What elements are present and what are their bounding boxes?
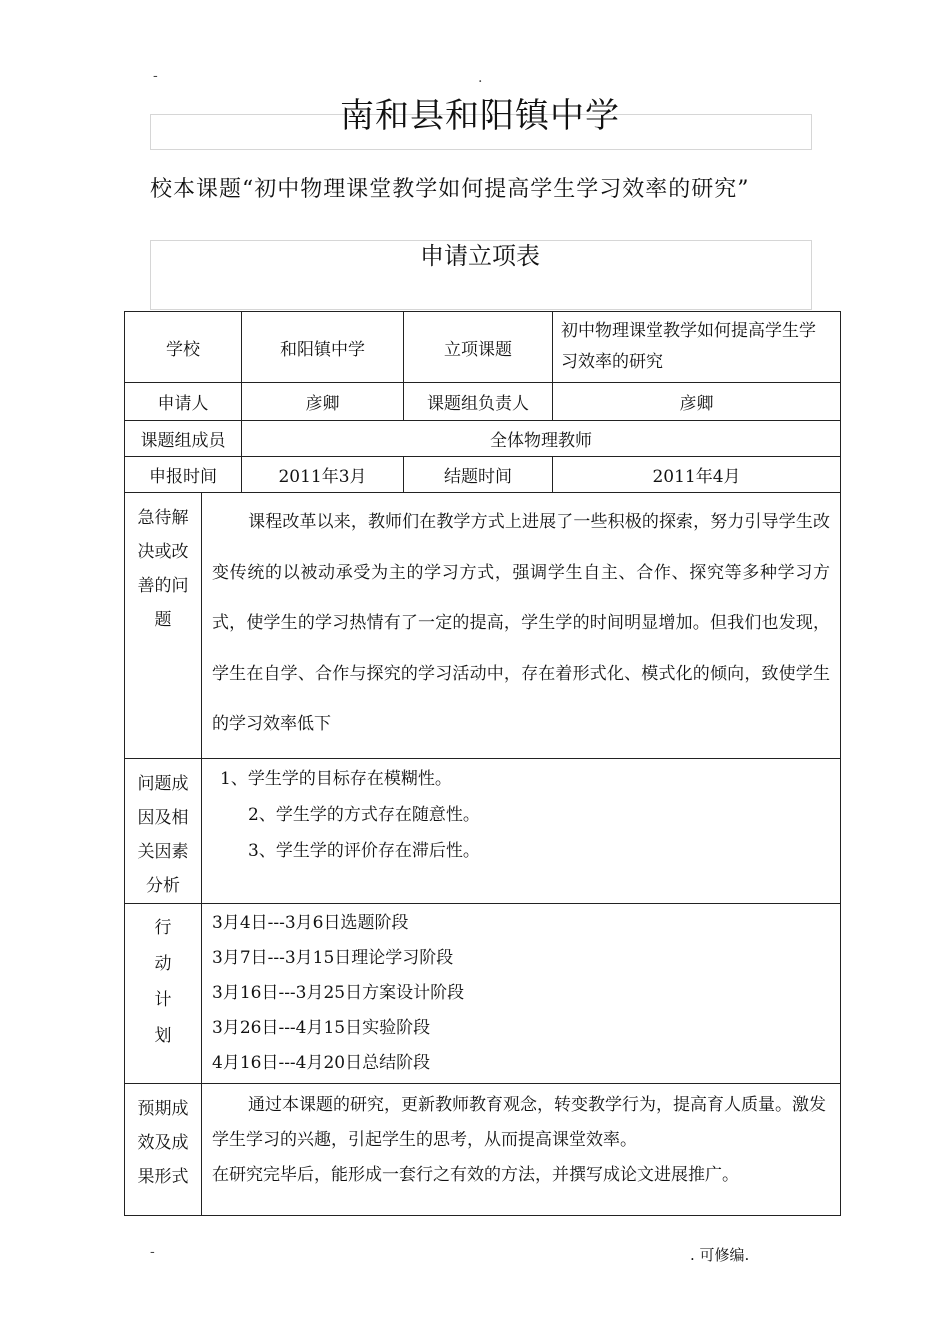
cause-cell	[202, 758, 841, 903]
outcome-text-1: 通过本课题的研究，更新教师教育观念，转变教学行为，提高育人质量。激发学生学习的兴趣，引起学生的思考，从而提高课堂效率。	[212, 1094, 826, 1150]
table-row	[125, 312, 841, 383]
apply-time-value: 2011年3月	[242, 457, 404, 493]
members-label: 课题组成员	[125, 421, 242, 457]
school-label: 学校	[125, 312, 242, 383]
plan-label-char: 动	[154, 953, 172, 974]
leader-label: 课题组负责人	[404, 383, 553, 421]
plan-item: 3月16日---3月25日方案设计阶段	[212, 982, 465, 1003]
cause-label: 问题成因及相关因素分析	[125, 758, 202, 903]
plan-label-char: 划	[154, 1025, 172, 1046]
table-row	[125, 421, 841, 457]
problem-text: 课程改革以来，教师们在教学方式上进展了一些积极的探索，努力引导学生改变传统的以被动承受为主的学习方式，强调学生自主、合作、探究等多种学习方式，使学生的学习热情有了一定的提高，学生学的时间明显增加。但我们也发现，学生在自学、合作与探究的学习活动中，存在着形式化、模式化的倾向，致使学生的学习效率低下	[212, 512, 830, 734]
header-center-mark: .	[478, 70, 483, 86]
footer-left-mark: -	[150, 1244, 155, 1260]
application-table	[124, 311, 841, 1216]
topic-value: 初中物理课堂教学如何提高学生学习效率的研究	[553, 312, 841, 383]
plan-cell	[202, 903, 841, 1083]
applicant-value: 彦卿	[242, 383, 404, 421]
leader-value: 彦卿	[553, 383, 841, 421]
table-row	[125, 383, 841, 421]
end-time-label: 结题时间	[404, 457, 553, 493]
subject-title: 校本课题“初中物理课堂教学如何提高学生学习效率的研究”	[150, 177, 750, 202]
topic-label: 立项课题	[404, 312, 553, 383]
cause-item-1: 1、学生学的目标存在模糊性。	[220, 768, 452, 789]
school-title: 南和县和阳镇中学	[340, 96, 620, 136]
school-value: 和阳镇中学	[242, 312, 404, 383]
outcome-paragraph-1	[212, 1088, 830, 1158]
plan-item: 3月4日---3月6日选题阶段	[212, 912, 409, 933]
applicant-label: 申请人	[125, 383, 242, 421]
table-row	[125, 1083, 841, 1215]
outcome-paragraph-2: 在研究完毕后，能形成一套行之有效的方法，并撰写成论文进展推广。	[212, 1164, 739, 1185]
members-value: 全体物理教师	[242, 421, 841, 457]
plan-item: 3月7日---3月15日理论学习阶段	[212, 947, 454, 968]
plan-label-char: 行	[154, 917, 172, 938]
outcome-cell	[202, 1083, 841, 1215]
end-time-value: 2011年4月	[553, 457, 841, 493]
table-row	[125, 758, 841, 903]
apply-time-label: 申报时间	[125, 457, 242, 493]
cause-item-3: 3、学生学的评价存在滞后性。	[248, 840, 480, 861]
outcome-label: 预期成效及成果形式	[125, 1083, 202, 1215]
problem-label: 急待解决或改善的问题	[125, 493, 202, 759]
footer-right-text: . 可修编.	[690, 1246, 750, 1264]
table-row	[125, 903, 841, 1083]
plan-label	[125, 903, 202, 1083]
table-row	[125, 493, 841, 759]
cause-item-2: 2、学生学的方式存在随意性。	[248, 804, 480, 825]
plan-item: 4月16日---4月20日总结阶段	[212, 1052, 431, 1073]
table-row	[125, 457, 841, 493]
header-left-mark: -	[153, 68, 158, 84]
problem-cell	[202, 493, 841, 759]
plan-label-char: 计	[154, 989, 172, 1010]
plan-item: 3月26日---4月15日实验阶段	[212, 1017, 431, 1038]
form-title: 申请立项表	[420, 242, 540, 270]
